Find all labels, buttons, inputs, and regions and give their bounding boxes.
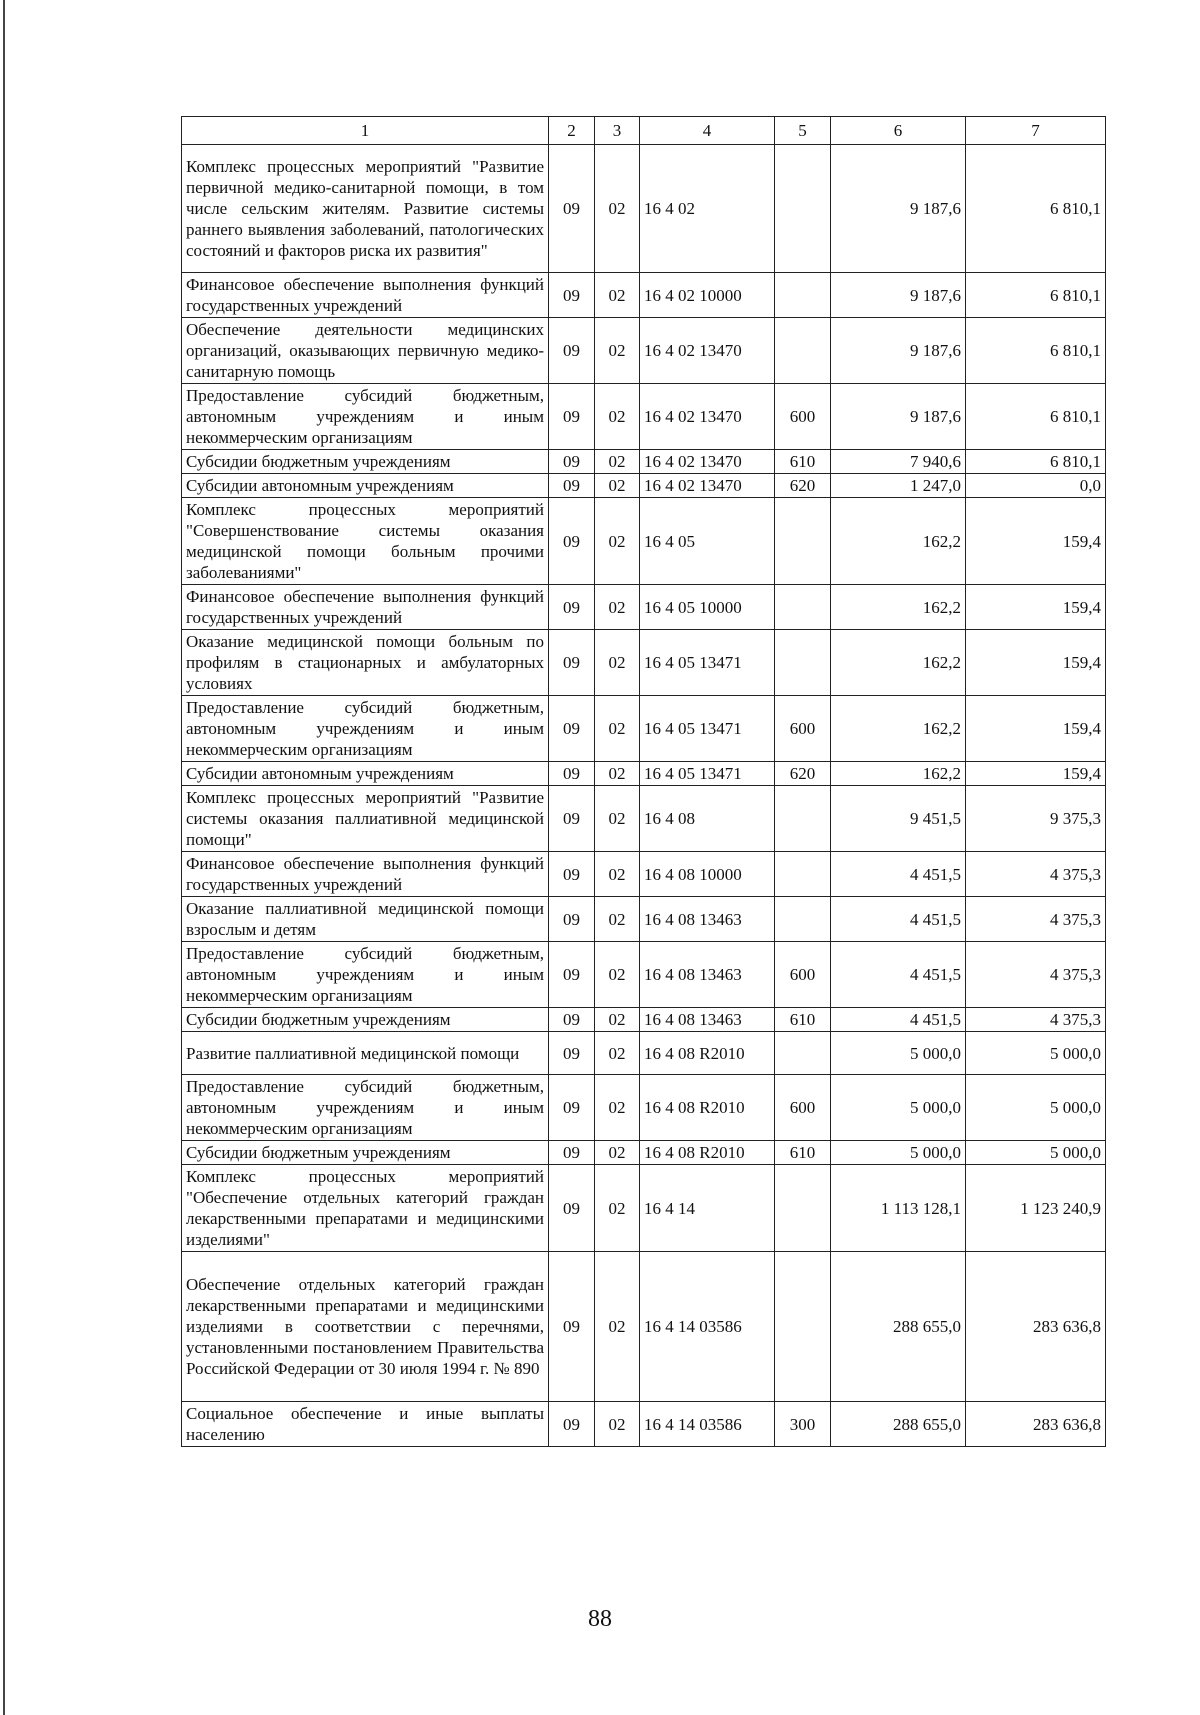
target-article-cell: 16 4 08 R2010 bbox=[640, 1141, 775, 1165]
row-name-cell: Оказание паллиативной медицинской помощи взрослым и детям bbox=[182, 897, 549, 942]
target-article-cell: 16 4 02 10000 bbox=[640, 273, 775, 318]
header-row bbox=[182, 117, 1106, 145]
target-article-cell: 16 4 02 13470 bbox=[640, 474, 775, 498]
section-code-cell: 09 bbox=[549, 450, 595, 474]
header-cell-2: 2 bbox=[549, 117, 595, 145]
amount-year1-cell: 7 940,6 bbox=[831, 450, 966, 474]
section-code-cell: 09 bbox=[549, 1032, 595, 1075]
expense-type-cell: 610 bbox=[775, 1141, 831, 1165]
target-article-cell: 16 4 02 bbox=[640, 145, 775, 273]
table-row bbox=[182, 273, 1106, 318]
amount-year1-cell: 5 000,0 bbox=[831, 1141, 966, 1165]
subsection-code-cell: 02 bbox=[595, 1075, 640, 1141]
subsection-code-cell: 02 bbox=[595, 897, 640, 942]
row-name-cell: Комплекс процессных мероприятий "Обеспечение отдельных категорий граждан лекарственными препаратами и медицинскими изделиями" bbox=[182, 1165, 549, 1252]
section-code-cell: 09 bbox=[549, 1075, 595, 1141]
table-row bbox=[182, 696, 1106, 762]
section-code-cell: 09 bbox=[549, 696, 595, 762]
header-cell-3: 3 bbox=[595, 117, 640, 145]
amount-year1-cell: 288 655,0 bbox=[831, 1402, 966, 1447]
amount-year2-cell: 6 810,1 bbox=[966, 450, 1106, 474]
expense-type-cell: 600 bbox=[775, 942, 831, 1008]
target-article-cell: 16 4 14 bbox=[640, 1165, 775, 1252]
target-article-cell: 16 4 08 13463 bbox=[640, 1008, 775, 1032]
subsection-code-cell: 02 bbox=[595, 1008, 640, 1032]
section-code-cell: 09 bbox=[549, 762, 595, 786]
amount-year1-cell: 1 113 128,1 bbox=[831, 1165, 966, 1252]
target-article-cell: 16 4 02 13470 bbox=[640, 384, 775, 450]
section-code-cell: 09 bbox=[549, 1252, 595, 1402]
amount-year2-cell: 159,4 bbox=[966, 498, 1106, 585]
target-article-cell: 16 4 05 13471 bbox=[640, 696, 775, 762]
amount-year2-cell: 0,0 bbox=[966, 474, 1106, 498]
table-row bbox=[182, 762, 1106, 786]
amount-year1-cell: 4 451,5 bbox=[831, 897, 966, 942]
expense-type-cell bbox=[775, 498, 831, 585]
section-code-cell: 09 bbox=[549, 273, 595, 318]
target-article-cell: 16 4 05 13471 bbox=[640, 762, 775, 786]
target-article-cell: 16 4 08 R2010 bbox=[640, 1032, 775, 1075]
subsection-code-cell: 02 bbox=[595, 318, 640, 384]
row-name-cell: Комплекс процессных мероприятий "Совершенствование системы оказания медицинской помощи больным прочими заболеваниями" bbox=[182, 498, 549, 585]
amount-year1-cell: 162,2 bbox=[831, 630, 966, 696]
table-row bbox=[182, 942, 1106, 1008]
row-name-cell: Предоставление субсидий бюджетным, автономным учреждениям и иным некоммерческим организациям bbox=[182, 1075, 549, 1141]
expense-type-cell bbox=[775, 585, 831, 630]
expense-type-cell: 600 bbox=[775, 1075, 831, 1141]
row-name-cell: Обеспечение отдельных категорий граждан лекарственными препаратами и медицинскими изделиями в соответствии с перечнями, установленными постановлением Правительства Российской Федерации от 30 июля 1994 г. № 890 bbox=[182, 1252, 549, 1402]
amount-year1-cell: 1 247,0 bbox=[831, 474, 966, 498]
amount-year1-cell: 162,2 bbox=[831, 498, 966, 585]
row-name-cell: Предоставление субсидий бюджетным, автономным учреждениям и иным некоммерческим организациям bbox=[182, 942, 549, 1008]
row-name-cell: Субсидии бюджетным учреждениям bbox=[182, 1008, 549, 1032]
amount-year2-cell: 6 810,1 bbox=[966, 318, 1106, 384]
amount-year1-cell: 162,2 bbox=[831, 696, 966, 762]
amount-year1-cell: 288 655,0 bbox=[831, 1252, 966, 1402]
table-row bbox=[182, 1032, 1106, 1075]
row-name-cell: Предоставление субсидий бюджетным, автономным учреждениям и иным некоммерческим организациям bbox=[182, 384, 549, 450]
amount-year1-cell: 5 000,0 bbox=[831, 1032, 966, 1075]
target-article-cell: 16 4 08 13463 bbox=[640, 897, 775, 942]
subsection-code-cell: 02 bbox=[595, 852, 640, 897]
row-name-cell: Оказание медицинской помощи больным по профилям в стационарных и амбулаторных условиях bbox=[182, 630, 549, 696]
expense-type-cell bbox=[775, 852, 831, 897]
amount-year2-cell: 4 375,3 bbox=[966, 1008, 1106, 1032]
section-code-cell: 09 bbox=[549, 498, 595, 585]
section-code-cell: 09 bbox=[549, 384, 595, 450]
target-article-cell: 16 4 02 13470 bbox=[640, 318, 775, 384]
target-article-cell: 16 4 08 bbox=[640, 786, 775, 852]
row-name-cell: Комплекс процессных мероприятий "Развитие системы оказания паллиативной медицинской помощи" bbox=[182, 786, 549, 852]
section-code-cell: 09 bbox=[549, 1402, 595, 1447]
row-name-cell: Субсидии автономным учреждениям bbox=[182, 474, 549, 498]
row-name-cell: Развитие паллиативной медицинской помощи bbox=[182, 1032, 549, 1075]
amount-year1-cell: 9 187,6 bbox=[831, 384, 966, 450]
row-name-cell: Субсидии бюджетным учреждениям bbox=[182, 1141, 549, 1165]
section-code-cell: 09 bbox=[549, 1165, 595, 1252]
target-article-cell: 16 4 05 bbox=[640, 498, 775, 585]
table-row bbox=[182, 786, 1106, 852]
expense-type-cell bbox=[775, 1252, 831, 1402]
subsection-code-cell: 02 bbox=[595, 1402, 640, 1447]
amount-year2-cell: 6 810,1 bbox=[966, 384, 1106, 450]
row-name-cell: Финансовое обеспечение выполнения функций государственных учреждений bbox=[182, 585, 549, 630]
amount-year2-cell: 1 123 240,9 bbox=[966, 1165, 1106, 1252]
amount-year1-cell: 9 187,6 bbox=[831, 145, 966, 273]
amount-year1-cell: 162,2 bbox=[831, 762, 966, 786]
amount-year2-cell: 9 375,3 bbox=[966, 786, 1106, 852]
amount-year1-cell: 9 187,6 bbox=[831, 318, 966, 384]
subsection-code-cell: 02 bbox=[595, 384, 640, 450]
target-article-cell: 16 4 14 03586 bbox=[640, 1252, 775, 1402]
row-name-cell: Социальное обеспечение и иные выплаты населению bbox=[182, 1402, 549, 1447]
subsection-code-cell: 02 bbox=[595, 630, 640, 696]
amount-year2-cell: 159,4 bbox=[966, 585, 1106, 630]
row-name-cell: Субсидии бюджетным учреждениям bbox=[182, 450, 549, 474]
amount-year1-cell: 162,2 bbox=[831, 585, 966, 630]
table-row bbox=[182, 852, 1106, 897]
amount-year1-cell: 4 451,5 bbox=[831, 942, 966, 1008]
table-row bbox=[182, 1008, 1106, 1032]
section-code-cell: 09 bbox=[549, 474, 595, 498]
section-code-cell: 09 bbox=[549, 786, 595, 852]
row-name-cell: Обеспечение деятельности медицинских организаций, оказывающих первичную медико-санитарную помощь bbox=[182, 318, 549, 384]
table-body bbox=[182, 117, 1106, 1447]
subsection-code-cell: 02 bbox=[595, 1252, 640, 1402]
amount-year2-cell: 4 375,3 bbox=[966, 852, 1106, 897]
amount-year2-cell: 4 375,3 bbox=[966, 942, 1106, 1008]
table-row bbox=[182, 498, 1106, 585]
expense-type-cell bbox=[775, 273, 831, 318]
subsection-code-cell: 02 bbox=[595, 145, 640, 273]
expense-type-cell bbox=[775, 786, 831, 852]
target-article-cell: 16 4 08 10000 bbox=[640, 852, 775, 897]
page-number: 88 bbox=[588, 1606, 612, 1632]
amount-year2-cell: 159,4 bbox=[966, 630, 1106, 696]
row-name-cell: Финансовое обеспечение выполнения функций государственных учреждений bbox=[182, 273, 549, 318]
section-code-cell: 09 bbox=[549, 942, 595, 1008]
amount-year2-cell: 159,4 bbox=[966, 762, 1106, 786]
target-article-cell: 16 4 14 03586 bbox=[640, 1402, 775, 1447]
section-code-cell: 09 bbox=[549, 852, 595, 897]
header-cell-7: 7 bbox=[966, 117, 1106, 145]
expense-type-cell: 300 bbox=[775, 1402, 831, 1447]
expense-type-cell bbox=[775, 145, 831, 273]
amount-year1-cell: 4 451,5 bbox=[831, 1008, 966, 1032]
amount-year2-cell: 6 810,1 bbox=[966, 145, 1106, 273]
amount-year1-cell: 5 000,0 bbox=[831, 1075, 966, 1141]
section-code-cell: 09 bbox=[549, 1008, 595, 1032]
expense-type-cell: 600 bbox=[775, 384, 831, 450]
expense-type-cell: 620 bbox=[775, 474, 831, 498]
header-cell-5: 5 bbox=[775, 117, 831, 145]
subsection-code-cell: 02 bbox=[595, 1165, 640, 1252]
amount-year2-cell: 6 810,1 bbox=[966, 273, 1106, 318]
amount-year2-cell: 5 000,0 bbox=[966, 1141, 1106, 1165]
amount-year2-cell: 159,4 bbox=[966, 696, 1106, 762]
row-name-cell: Финансовое обеспечение выполнения функций государственных учреждений bbox=[182, 852, 549, 897]
target-article-cell: 16 4 05 10000 bbox=[640, 585, 775, 630]
section-code-cell: 09 bbox=[549, 585, 595, 630]
table-row bbox=[182, 450, 1106, 474]
table-row bbox=[182, 897, 1106, 942]
subsection-code-cell: 02 bbox=[595, 696, 640, 762]
amount-year1-cell: 4 451,5 bbox=[831, 852, 966, 897]
subsection-code-cell: 02 bbox=[595, 585, 640, 630]
section-code-cell: 09 bbox=[549, 897, 595, 942]
subsection-code-cell: 02 bbox=[595, 450, 640, 474]
subsection-code-cell: 02 bbox=[595, 762, 640, 786]
section-code-cell: 09 bbox=[549, 630, 595, 696]
budget-table bbox=[181, 116, 1106, 1447]
subsection-code-cell: 02 bbox=[595, 1032, 640, 1075]
expense-type-cell bbox=[775, 318, 831, 384]
target-article-cell: 16 4 05 13471 bbox=[640, 630, 775, 696]
subsection-code-cell: 02 bbox=[595, 498, 640, 585]
expense-type-cell: 620 bbox=[775, 762, 831, 786]
table-row bbox=[182, 1402, 1106, 1447]
target-article-cell: 16 4 08 R2010 bbox=[640, 1075, 775, 1141]
scan-border-line bbox=[3, 0, 5, 1715]
expense-type-cell bbox=[775, 1032, 831, 1075]
row-name-cell: Субсидии автономным учреждениям bbox=[182, 762, 549, 786]
amount-year1-cell: 9 451,5 bbox=[831, 786, 966, 852]
amount-year1-cell: 9 187,6 bbox=[831, 273, 966, 318]
table-row bbox=[182, 1141, 1106, 1165]
table-row bbox=[182, 474, 1106, 498]
amount-year2-cell: 5 000,0 bbox=[966, 1075, 1106, 1141]
row-name-cell: Комплекс процессных мероприятий "Развитие первичной медико-санитарной помощи, в том числе сельским жителям. Развитие системы раннего выявления заболеваний, патологических состояний и факторов риска их развития" bbox=[182, 145, 549, 273]
header-cell-1: 1 bbox=[182, 117, 549, 145]
amount-year2-cell: 283 636,8 bbox=[966, 1252, 1106, 1402]
amount-year2-cell: 4 375,3 bbox=[966, 897, 1106, 942]
header-cell-6: 6 bbox=[831, 117, 966, 145]
row-name-cell: Предоставление субсидий бюджетным, автономным учреждениям и иным некоммерческим организациям bbox=[182, 696, 549, 762]
target-article-cell: 16 4 08 13463 bbox=[640, 942, 775, 1008]
table-row bbox=[182, 384, 1106, 450]
table-row bbox=[182, 585, 1106, 630]
amount-year2-cell: 283 636,8 bbox=[966, 1402, 1106, 1447]
expense-type-cell: 610 bbox=[775, 1008, 831, 1032]
table-row bbox=[182, 1165, 1106, 1252]
table-row bbox=[182, 1075, 1106, 1141]
subsection-code-cell: 02 bbox=[595, 786, 640, 852]
expense-type-cell bbox=[775, 1165, 831, 1252]
section-code-cell: 09 bbox=[549, 145, 595, 273]
expense-type-cell bbox=[775, 630, 831, 696]
table-row bbox=[182, 1252, 1106, 1402]
header-cell-4: 4 bbox=[640, 117, 775, 145]
subsection-code-cell: 02 bbox=[595, 1141, 640, 1165]
table-row bbox=[182, 318, 1106, 384]
section-code-cell: 09 bbox=[549, 318, 595, 384]
subsection-code-cell: 02 bbox=[595, 474, 640, 498]
section-code-cell: 09 bbox=[549, 1141, 595, 1165]
amount-year2-cell: 5 000,0 bbox=[966, 1032, 1106, 1075]
target-article-cell: 16 4 02 13470 bbox=[640, 450, 775, 474]
expense-type-cell bbox=[775, 897, 831, 942]
table-row bbox=[182, 145, 1106, 273]
subsection-code-cell: 02 bbox=[595, 273, 640, 318]
subsection-code-cell: 02 bbox=[595, 942, 640, 1008]
table-row bbox=[182, 630, 1106, 696]
expense-type-cell: 600 bbox=[775, 696, 831, 762]
expense-type-cell: 610 bbox=[775, 450, 831, 474]
